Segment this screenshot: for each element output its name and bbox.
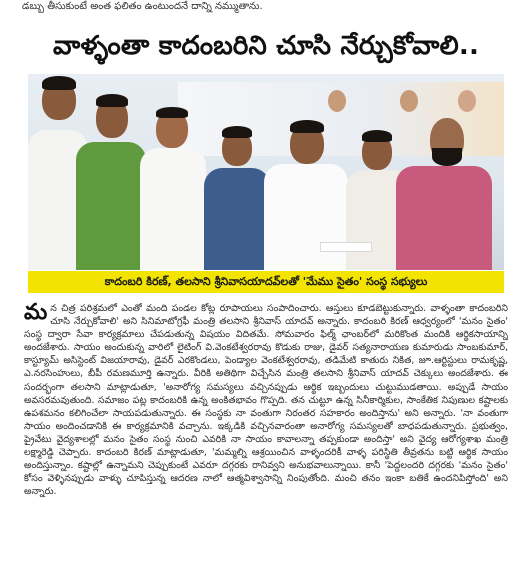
article-photo xyxy=(28,74,504,270)
banner-portrait xyxy=(328,90,346,112)
cheque xyxy=(320,242,372,252)
previous-article-fragment: డబ్బు తీసుకుంటే అంత ఫలితం ఉంటుందనే దాన్ని నమ్ముతాను. xyxy=(22,1,263,12)
banner-portrait xyxy=(458,90,476,112)
article-text: న చిత్ర పరిశ్రమలో ఎంతో మంది పండల కోట్ల రూపాయలు సంపాదించారు. ఆస్తులు కూడబెట్టుకున్నారు. వాళ్ళంతా కాదంబరిని చూసి నేర్చుకోవాలి' అని సినిమాటోగ్రఫీ మంత్రి తలసాని శ్రీనివాస్ యాదవ్ అన్నారు. కాదంబరి కిరణ్ ఆధ్వర్యంలో 'మనం సైతం' సంస్థ ద్వారా సేవా కార్యక్రమాలు చేపడుతున్న విషయం విదితమే. సోమవారం ఫిల్మ్ ఛాంబర్‌లో మరికొంత మందికి ఆర్థికసాయాన్ని అందజేశారు. సాయం అందుకున్న వారిలో లైటింగ్ వి.వెంకటేశ్వరరావు కొడుకు రాజు, డైవర్ సత్యనారాయణ కుమారుడు సాంబకుమార్, కాస్ట్యూమ్ అసిస్టెంట్ విజయారావు, డైవర్ ఎరకొండలు, పెండ్యాల వెంకటేశ్వరరావు, తడిమేటి కాతురు నికిత, జూ.ఆర్టిస్టులు రామకృష్ణ, ఎ.నరసింహులు, బీపీ రమణమూర్తి ఉన్నారు. వీరికి అతిథిగా విచ్చేసిన మంత్రి తలసాని శ్రీనివాస్ యాదవ్ చెక్కులు అందజేశారు. ఈ సందర్భంగా తలసాని మాట్లాడుతూ, 'అనారోగ్య సమస్యలు వచ్చినప్పుడు ఆర్థిక ఇబ్బందులు చుట్టుముడతాయి. అప్పుడే సాయం అవసరమవుతుంది. సమాజం పట్ల కాదంబరికి ఉన్న అంకితభావం గొప్పది. తన చుట్టూ ఉన్న సినీకార్మికుల, సాంకేతిక నిపుణుల కష్టాలకు ఉపశమనం కలిగించేలా సాయపడుతున్నారు. ఈ సంస్థకు నా వంతుగా నిరంతర సహకారం అందిస్తాను' అని అన్నారు. 'నా వంతుగా సాయం అందించడానికి ఈ కార్యక్రమానికి వచ్చాను. ఇక్కడికి వచ్చినవారంతా అనారోగ్య సమస్యలతో బాధపడుతున్నారు. ప్రభుత్వం, ప్రైవేటు వైద్యశాలల్లో మనం సైతం సంస్థ నుంచి ఎవరికి నా సాయం కావాలన్నా తప్పకుండా అందిస్తా' అని వైద్య ఆరోగ్యశాఖ మంత్రి లక్ష్మారెడ్డి చెప్పారు. కాదంబరి కిరణ్ మాట్లాడుతూ, 'మమ్మల్ని ఆశ్రయించిన వాళ్ళందరికీ వాళ్ళ పరిస్థితి తీవ్రతను బట్టి ఆర్థిక సాయం అందిస్తున్నాం. కష్టాల్లో ఉన్నామని చెప్పుకుంటే ఎవరూ దగ్గరకు రానివ్వని అనుభవాలున్నాయి. కానీ 'పెద్దలందరి దగ్గరకు 'మనం సైతం' కోసం వెళ్ళినప్పుడు వాళ్ళు చూపిస్తున్న ఆదరణ నాలో ఆత్మవిశ్వాసాన్ని నింపుతోంది. మంచి తనం ఇంకా బతికే ఉందనిపిస్తోంది' అని అన్నారు. xyxy=(24,303,508,498)
article-body xyxy=(24,302,508,580)
photo-caption: కాదంబరి కిరణ్, తలసాని శ్రీనివాసయాదవ్‌లతో 'మేము సైతం' సంస్థ సభ్యులు xyxy=(28,271,504,293)
article-headline: వాళ్ళంతా కాదంబరిని చూసి నేర్చుకోవాలి.. xyxy=(52,31,480,61)
drop-cap: మ xyxy=(24,302,48,325)
banner-portrait xyxy=(400,90,418,112)
